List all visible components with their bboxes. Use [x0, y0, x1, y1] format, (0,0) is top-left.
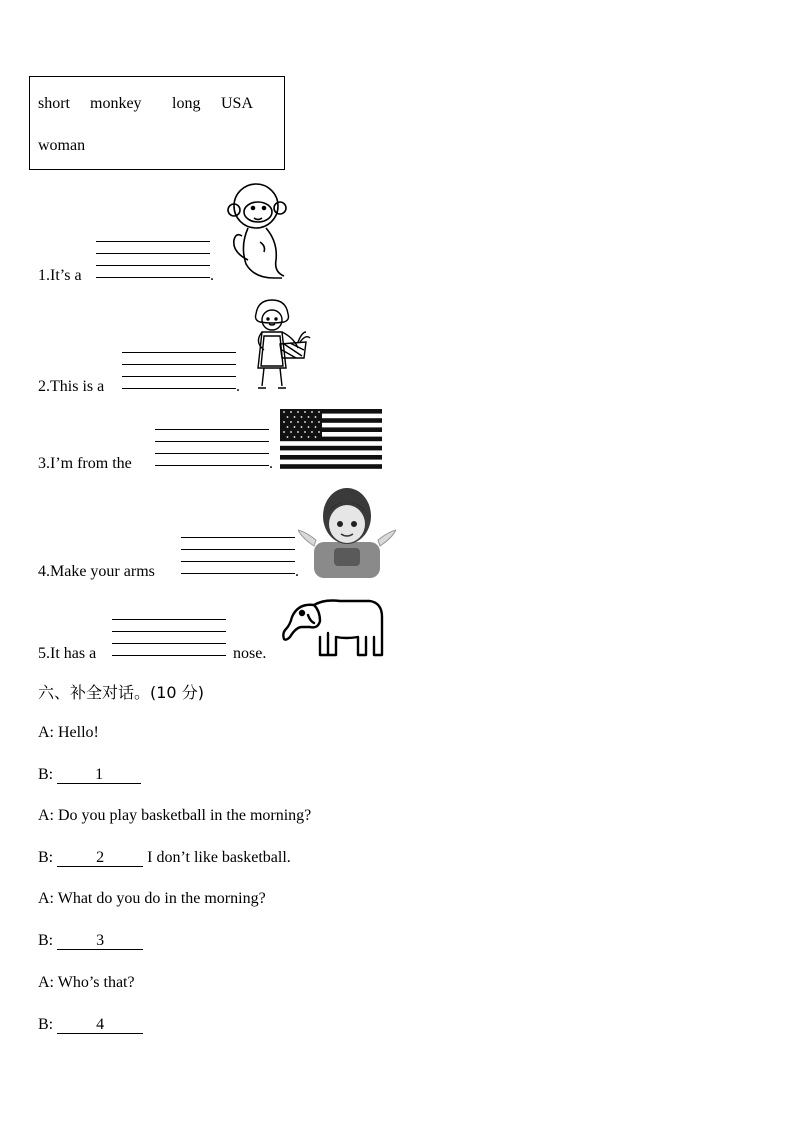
- item-2-prefix: 2.This is a: [38, 378, 105, 395]
- boy-picture: [298, 486, 396, 578]
- dialogue-line-1: [38, 724, 99, 742]
- item-5-prefix: 5.It has a: [38, 645, 97, 662]
- dialogue-line-7: [38, 974, 135, 992]
- item-4-answer-lines[interactable]: [181, 537, 295, 575]
- answer-blank-4[interactable]: 4: [57, 1017, 143, 1034]
- word-bank-item: USA: [221, 95, 254, 112]
- item-3-prefix: 3.I’m from the: [38, 455, 132, 472]
- speaker-label: A:: [38, 724, 54, 741]
- item-4-suffix: .: [295, 563, 299, 580]
- item-1-answer-lines[interactable]: [96, 241, 210, 279]
- dialogue-text: Hello!: [58, 724, 99, 741]
- speaker-label: B:: [38, 932, 54, 949]
- monkey-picture: [226, 180, 292, 284]
- item-3-answer-lines[interactable]: [155, 429, 269, 467]
- item-2-answer-lines[interactable]: [122, 352, 236, 390]
- dialogue-line-2: [38, 766, 141, 784]
- word-bank-item: long: [172, 95, 201, 112]
- dialogue-line-3: [38, 807, 311, 825]
- speaker-label: A:: [38, 807, 54, 824]
- dialogue-line-5: [38, 890, 266, 908]
- word-bank-box: [29, 76, 285, 170]
- item-1-prefix: 1.It’s a: [38, 267, 82, 284]
- speaker-label: B:: [38, 849, 54, 866]
- item-3-suffix: .: [269, 455, 273, 472]
- dialogue-text: I don’t like basketball.: [143, 849, 291, 866]
- word-bank-item: woman: [38, 137, 86, 154]
- speaker-label: A:: [38, 974, 54, 991]
- speaker-label: A:: [38, 890, 54, 907]
- dialogue-text: What do you do in the morning?: [57, 890, 266, 907]
- dialogue-text: Do you play basketball in the morning?: [58, 807, 312, 824]
- elephant-picture: [280, 597, 386, 659]
- woman-picture: [250, 298, 312, 394]
- dialogue-line-4: [38, 849, 291, 867]
- answer-blank-2[interactable]: 2: [57, 850, 143, 867]
- item-4-prefix: 4.Make your arms: [38, 563, 155, 580]
- word-bank-item: monkey: [90, 95, 142, 112]
- dialogue-line-8: [38, 1016, 143, 1034]
- item-5-answer-lines[interactable]: [112, 619, 226, 657]
- speaker-label: B:: [38, 766, 54, 783]
- item-1-suffix: .: [210, 267, 214, 284]
- usa-flag-picture: [280, 409, 382, 469]
- item-2-suffix: .: [236, 378, 240, 395]
- answer-blank-1[interactable]: 1: [57, 767, 141, 784]
- dialogue-text: Who’s that?: [57, 974, 135, 991]
- word-bank-item: short: [38, 95, 70, 112]
- section-title: 六、补全对话。(10 分): [38, 683, 204, 702]
- answer-blank-3[interactable]: 3: [57, 933, 143, 950]
- speaker-label: B:: [38, 1016, 54, 1033]
- dialogue-line-6: [38, 932, 143, 950]
- item-5-suffix: nose.: [233, 645, 267, 662]
